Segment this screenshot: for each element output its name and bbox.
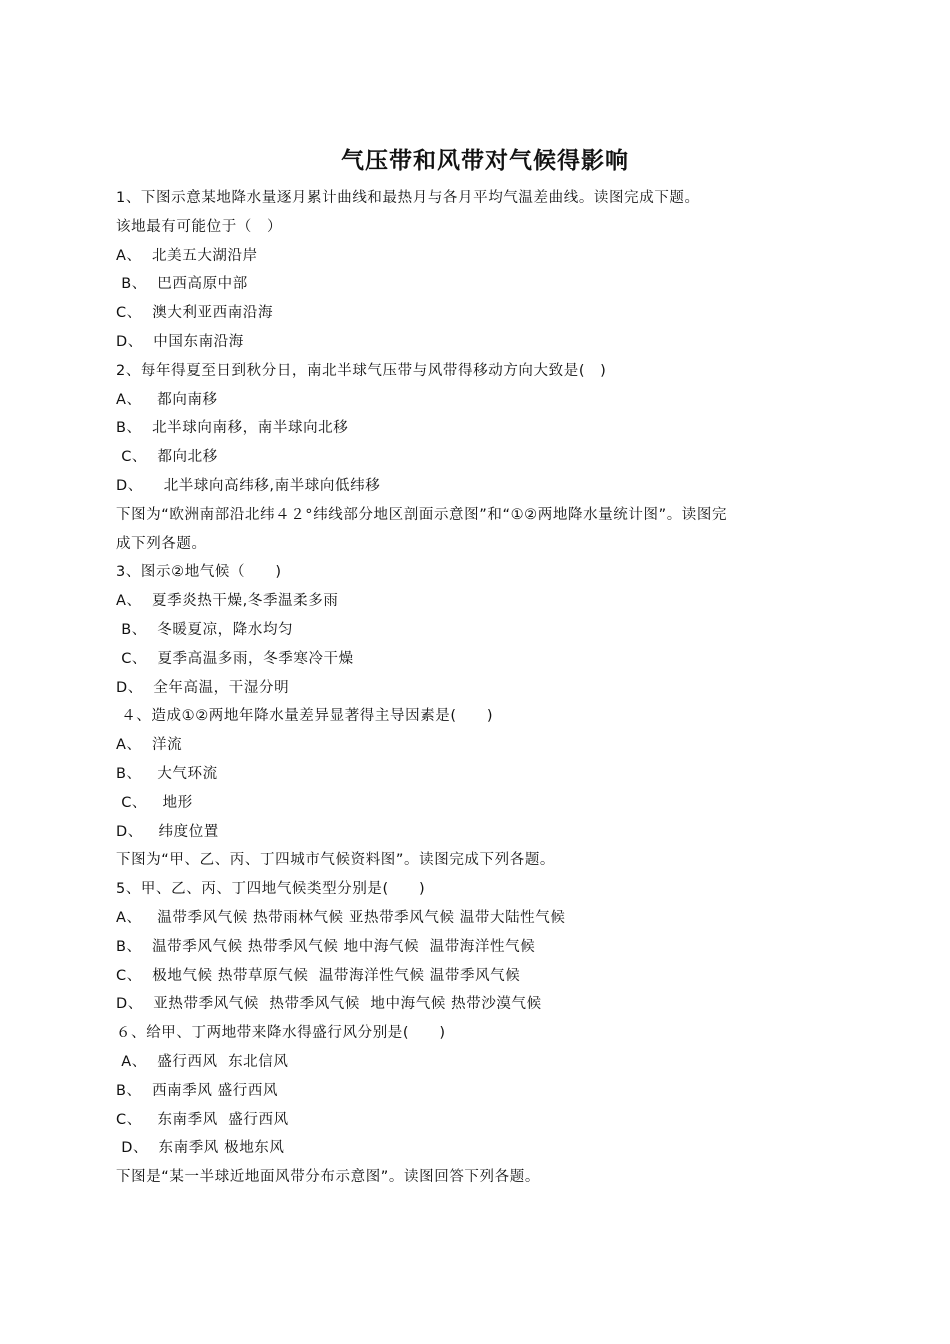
text-line: ４、造成①②两地年降水量差异显著得主导因素是( )	[116, 708, 494, 725]
text-line: A、 都向南移	[116, 391, 218, 408]
text-line: A、 北美五大湖沿岸	[116, 247, 258, 264]
text-line: B、 西南季风 盛行西风	[116, 1082, 279, 1099]
text-line: A、 温带季风气候 热带雨林气候 亚热带季风气候 温带大陆性气候	[116, 909, 566, 926]
text-line: 下图是“某一半球近地面风带分布示意图”。读图回答下列各题。	[116, 1169, 540, 1186]
text-line: D、 中国东南沿海	[116, 333, 244, 350]
text-line: 下图为“欧洲南部沿北纬４２°纬线部分地区剖面示意图”和“①②两地降水量统计图”。读图完	[116, 506, 728, 523]
document-body	[116, 184, 846, 1192]
text-line: C、 澳大利亚西南沿海	[116, 305, 274, 322]
text-line: B、 温带季风气候 热带季风气候 地中海气候 温带海洋性气候	[116, 938, 536, 955]
text-line: C、 夏季高温多雨，冬季寒冷干燥	[116, 650, 354, 667]
text-line: D、 全年高温，干湿分明	[116, 679, 290, 696]
text-line: C、 极地气候 热带草原气候 温带海洋性气候 温带季风气候	[116, 967, 521, 984]
text-line: A、 盛行西风 东北信风	[116, 1053, 289, 1070]
text-line: A、 夏季炎热干燥,冬季温柔多雨	[116, 593, 339, 610]
text-line: 该地最有可能位于（ ）	[116, 218, 283, 235]
text-line: B、 大气环流	[116, 765, 218, 782]
text-line: D、 亚热带季风气候 热带季风气候 地中海气候 热带沙漠气候	[116, 996, 542, 1013]
text-line: B、 北半球向南移，南半球向北移	[116, 420, 349, 437]
text-line: 下图为“甲、乙、丙、丁四城市气候资料图”。读图完成下列各题。	[116, 852, 556, 869]
text-line: 2、每年得夏至日到秋分日，南北半球气压带与风带得移动方向大致是( )	[116, 362, 607, 379]
text-line: 成下列各题。	[116, 535, 207, 552]
text-line: B、 冬暖夏凉，降水均匀	[116, 621, 294, 638]
text-line: A、 洋流	[116, 737, 183, 754]
text-line: C、 都向北移	[116, 449, 218, 466]
text-line: 5、甲、乙、丙、丁四地气候类型分别是( )	[116, 881, 426, 898]
text-line: D、 北半球向高纬移,南半球向低纬移	[116, 477, 381, 494]
text-line: ６、给甲、丁两地带来降水得盛行风分别是( )	[116, 1025, 446, 1042]
text-line: 3、图示②地气候（ )	[116, 564, 282, 581]
page-title: 气压带和风带对气候得影响	[341, 148, 629, 174]
text-line: B、 巴西高原中部	[116, 276, 248, 293]
text-line: C、 东南季风 盛行西风	[116, 1111, 289, 1128]
text-line: D、 纬度位置	[116, 823, 219, 840]
text-line: 1、下图示意某地降水量逐月累计曲线和最热月与各月平均气温差曲线。读图完成下题。	[116, 190, 700, 206]
text-line: C、 地形	[116, 794, 193, 811]
text-line: D、 东南季风 极地东风	[116, 1140, 285, 1157]
